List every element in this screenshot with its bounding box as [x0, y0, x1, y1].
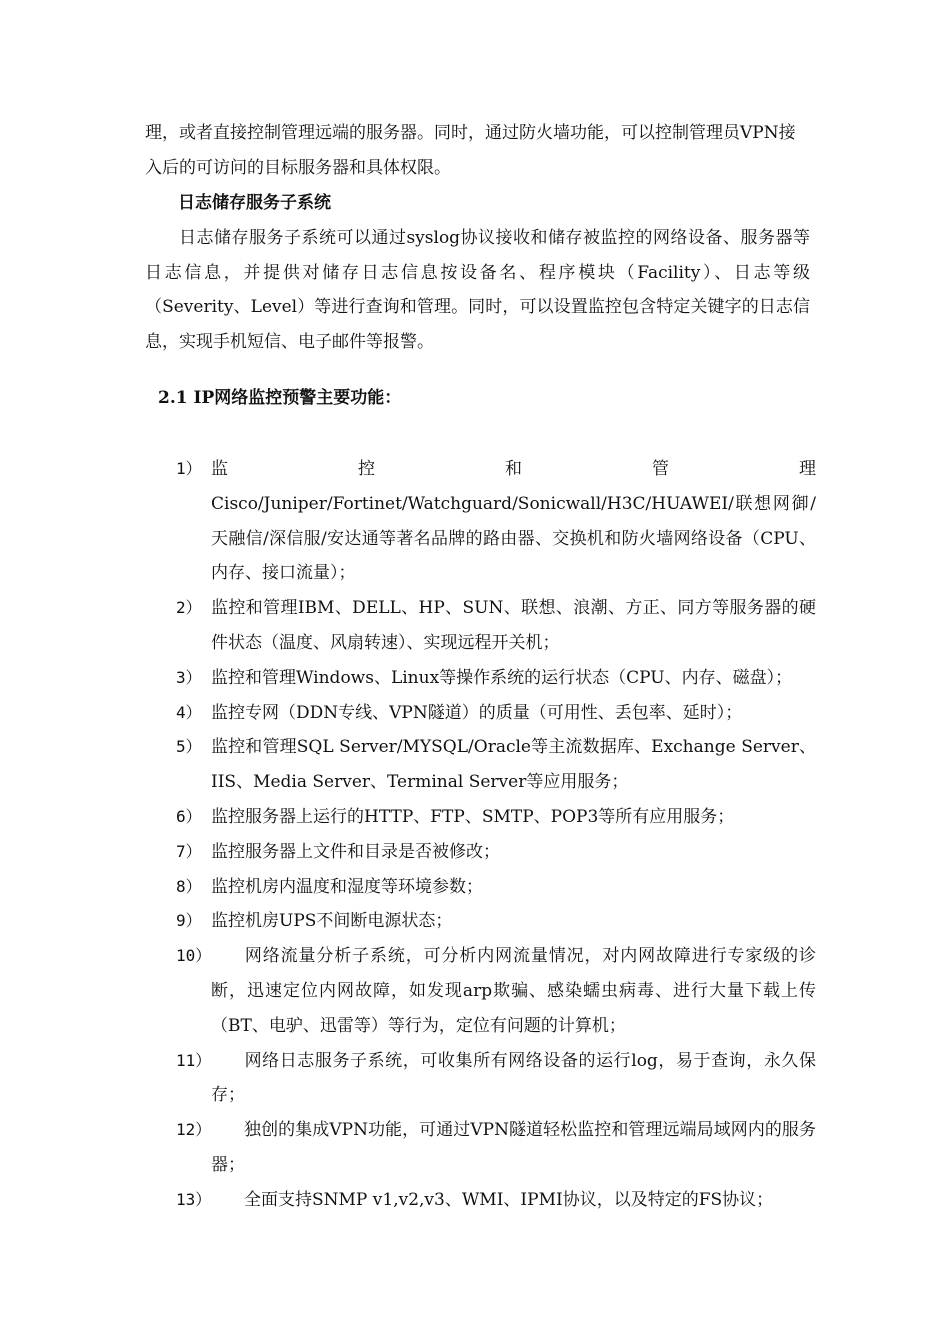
feature-list — [176, 452, 816, 1218]
list-item-number: 5） — [176, 737, 202, 757]
list-item-number: 12） — [176, 1120, 212, 1140]
section-title: 2.1 IP网络监控预警主要功能： — [158, 388, 402, 408]
list-item — [176, 1044, 816, 1114]
list-item-number: 13） — [176, 1189, 212, 1209]
list-item-text: 监控专网（DDN专线、VPN隧道）的质量（可用性、丢包率、延时）； — [211, 702, 743, 723]
list-item-number: 7） — [176, 841, 202, 861]
list-item — [176, 800, 816, 835]
list-item — [176, 730, 816, 800]
list-item-text: 监控和管理IBM、DELL、HP、SUN、联想、浪潮、方正、同方等服务器的硬件状态（温度、风扇转速）、实现远程开关机； — [211, 598, 816, 653]
list-item-text: 网络流量分析子系统，可分析内网流量情况，对内网故障进行专家级的诊断，迅速定位内网故障，如发现arp欺骗、感染蠕虫病毒、进行大量下载上传（BT、电驴、迅雷等）等行为，定位有问题的计算机； — [211, 946, 816, 1036]
list-item-text: 监控服务器上运行的HTTP、FTP、SMTP、POP3等所有应用服务； — [211, 806, 735, 827]
list-item-number: 6） — [176, 806, 202, 826]
list-item-text: 全面支持SNMP v1,v2,v3、WMI、IPMI协议，以及特定的FS协议； — [244, 1189, 774, 1210]
list-item-number: 11） — [176, 1050, 212, 1070]
list-item-number: 3） — [176, 667, 202, 687]
list-item-text: 监控服务器上文件和目录是否被修改； — [211, 841, 500, 862]
list-item-text: 网络日志服务子系统，可收集所有网络设备的运行log，易于查询，永久保存； — [211, 1050, 816, 1106]
list-item — [176, 1113, 816, 1183]
list-item-text: 监控机房UPS不间断电源状态； — [211, 911, 453, 932]
list-item-number: 4） — [176, 702, 202, 722]
intro-paragraph: 理，或者直接控制管理远端的服务器。同时，通过防火墙功能，可以控制管理员VPN接入后的可访问的目标服务器和具体权限。 — [145, 123, 796, 178]
list-item — [176, 661, 816, 696]
list-item-text: 监控和管理Windows、Linux等操作系统的运行状态（CPU、内存、磁盘）； — [211, 667, 793, 688]
list-item — [176, 939, 816, 1043]
list-item — [176, 591, 816, 661]
list-item-text: 独创的集成VPN功能，可通过VPN隧道轻松监控和管理远端局域网内的服务器； — [211, 1120, 816, 1175]
list-item-text: 监控和管理SQL Server/MYSQL/Oracle等主流数据库、Exchange Server、IIS、Media Server、Terminal Server等应用服务； — [211, 737, 816, 793]
list-item — [176, 452, 816, 591]
list-item-number: 10） — [176, 946, 212, 966]
list-item-number: 1） — [176, 459, 202, 478]
list-item-text: 监控机房内温度和湿度等环境参数； — [211, 876, 483, 897]
subsection-title: 日志储存服务子系统 — [178, 193, 331, 213]
list-item-text: 监控和管理Cisco/Juniper/Fortinet/Watchguard/Sonicwall/H3C/HUAWEI/联想网御/天融信/深信服/安达通等著名品牌的路由器、交换机和防火墙网络设备（CPU、内存、接口流量）； — [211, 459, 816, 584]
list-item-number: 9） — [176, 911, 202, 931]
list-item — [176, 904, 816, 939]
list-item — [176, 835, 816, 870]
list-item-number: 8） — [176, 876, 202, 896]
list-item — [176, 1183, 816, 1218]
list-item — [176, 870, 816, 905]
list-item — [176, 696, 816, 731]
subsection-paragraph: 日志储存服务子系统可以通过syslog协议接收和储存被监控的网络设备、服务器等日志信息，并提供对储存日志信息按设备名、程序模块（Facility）、日志等级（Severity、Level）等进行查询和管理。同时，可以设置监控包含特定关键字的日志信息，实现手机短信、电子邮件等报警。 — [145, 228, 810, 352]
list-item-number: 2） — [176, 598, 202, 618]
